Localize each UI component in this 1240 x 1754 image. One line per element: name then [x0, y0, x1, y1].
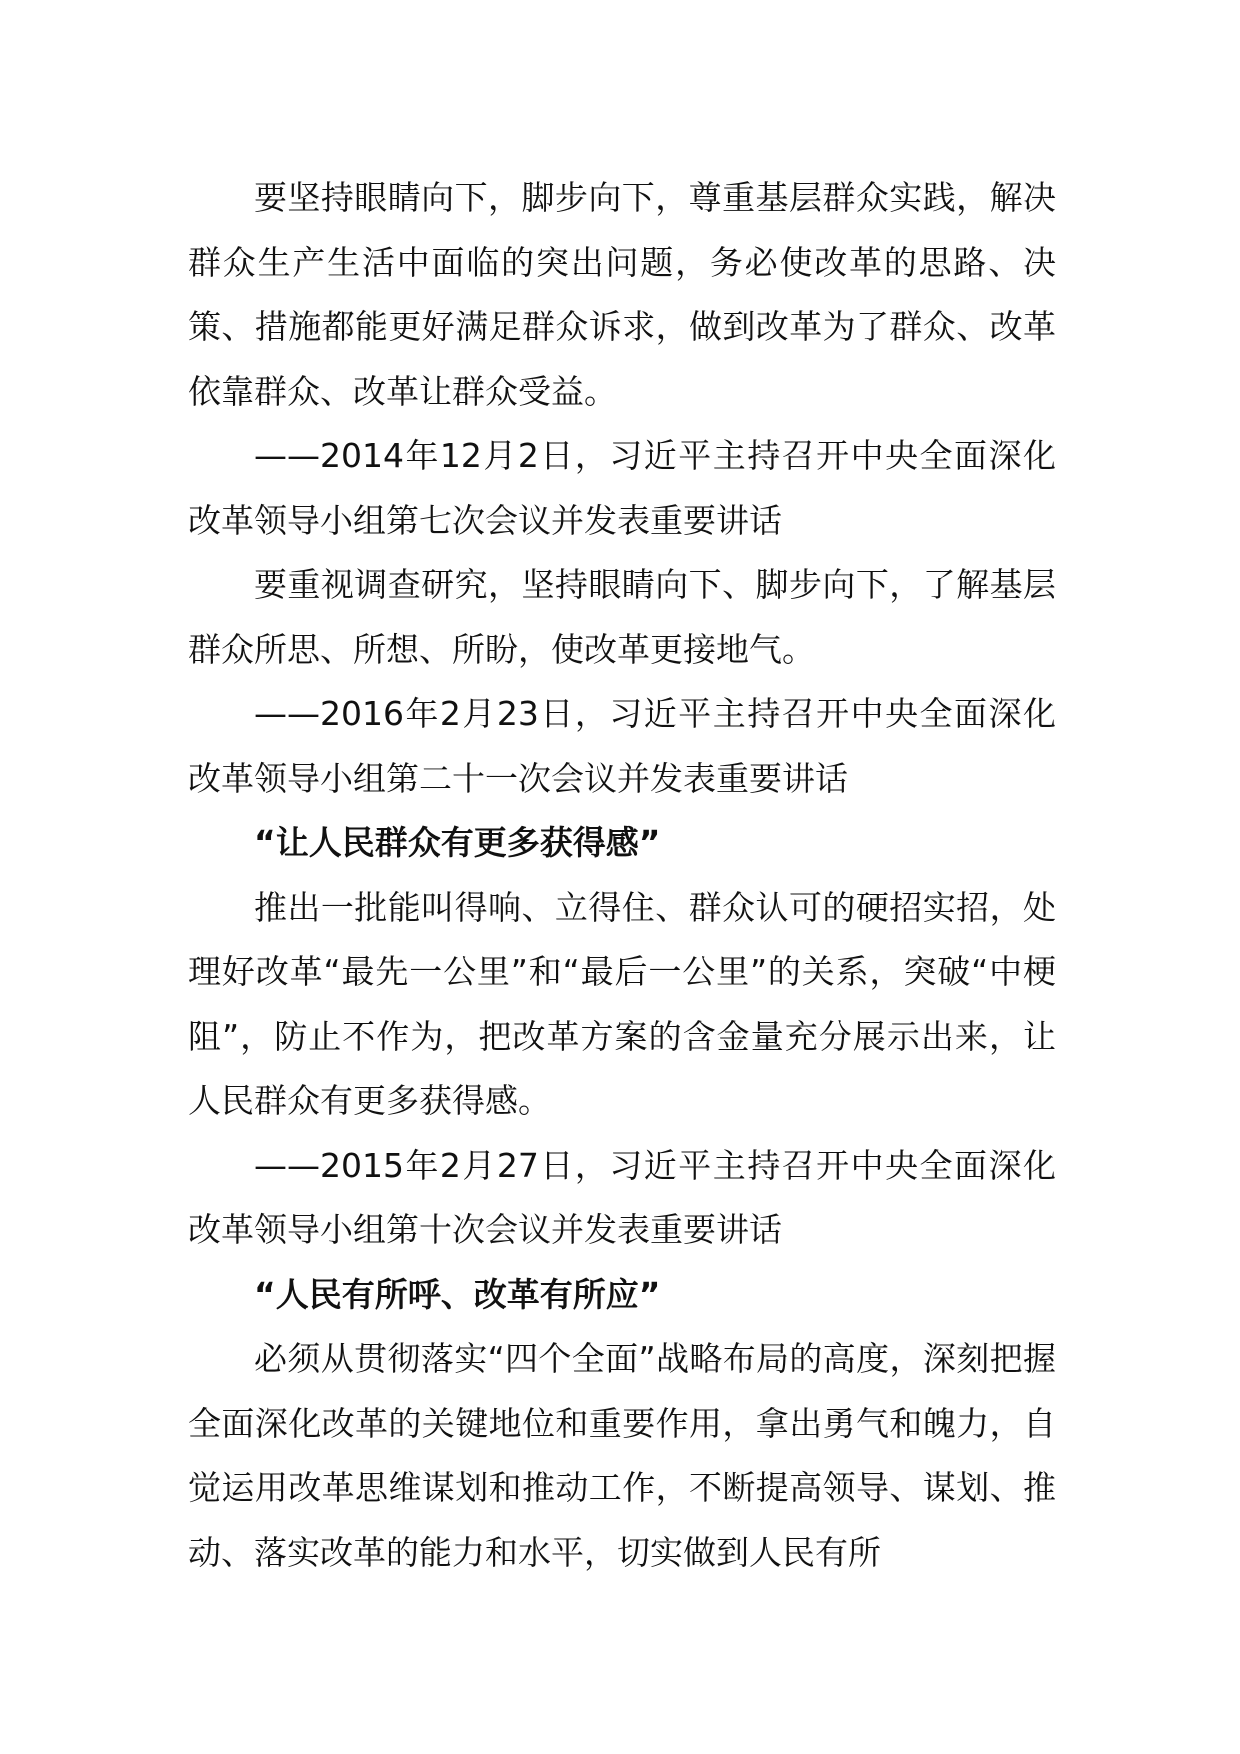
body-paragraph: 推出一批能叫得响、立得住、群众认可的硬招实招，处理好改革“最先一公里”和“最后一公里”的关系，突破“中梗阻”，防止不作为，把改革方案的含金量充分展示出来，让人民群众有更多获得感。 — [188, 887, 1056, 1120]
body-paragraph: 要重视调查研究，坚持眼睛向下、脚步向下，了解基层群众所思、所想、所盼，使改革更接地气。 — [188, 565, 1056, 669]
source-citation: ——2015年2月27日，习近平主持召开中央全面深化改革领导小组第十次会议并发表重要讲话 — [188, 1145, 1056, 1249]
source-citation: ——2016年2月23日，习近平主持召开中央全面深化改革领导小组第二十一次会议并发表重要讲话 — [188, 694, 1056, 798]
section-heading: “人民有所呼、改革有所应” — [254, 1274, 661, 1314]
body-paragraph: 要坚持眼睛向下，脚步向下，尊重基层群众实践，解决群众生产生活中面临的突出问题，务必使改革的思路、决策、措施都能更好满足群众诉求，做到改革为了群众、改革依靠群众、改革让群众受益。 — [188, 178, 1056, 411]
section-heading: “让人民群众有更多获得感” — [254, 823, 661, 862]
body-paragraph: 必须从贯彻落实“四个全面”战略布局的高度，深刻把握全面深化改革的关键地位和重要作用，拿出勇气和魄力，自觉运用改革思维谋划和推动工作，不断提高领导、谋划、推动、落实改革的能力和水平，切实做到人民有所 — [188, 1339, 1056, 1572]
document-page — [188, 166, 1056, 1585]
source-citation: ——2014年12月2日，习近平主持召开中央全面深化改革领导小组第七次会议并发表重要讲话 — [188, 436, 1056, 540]
